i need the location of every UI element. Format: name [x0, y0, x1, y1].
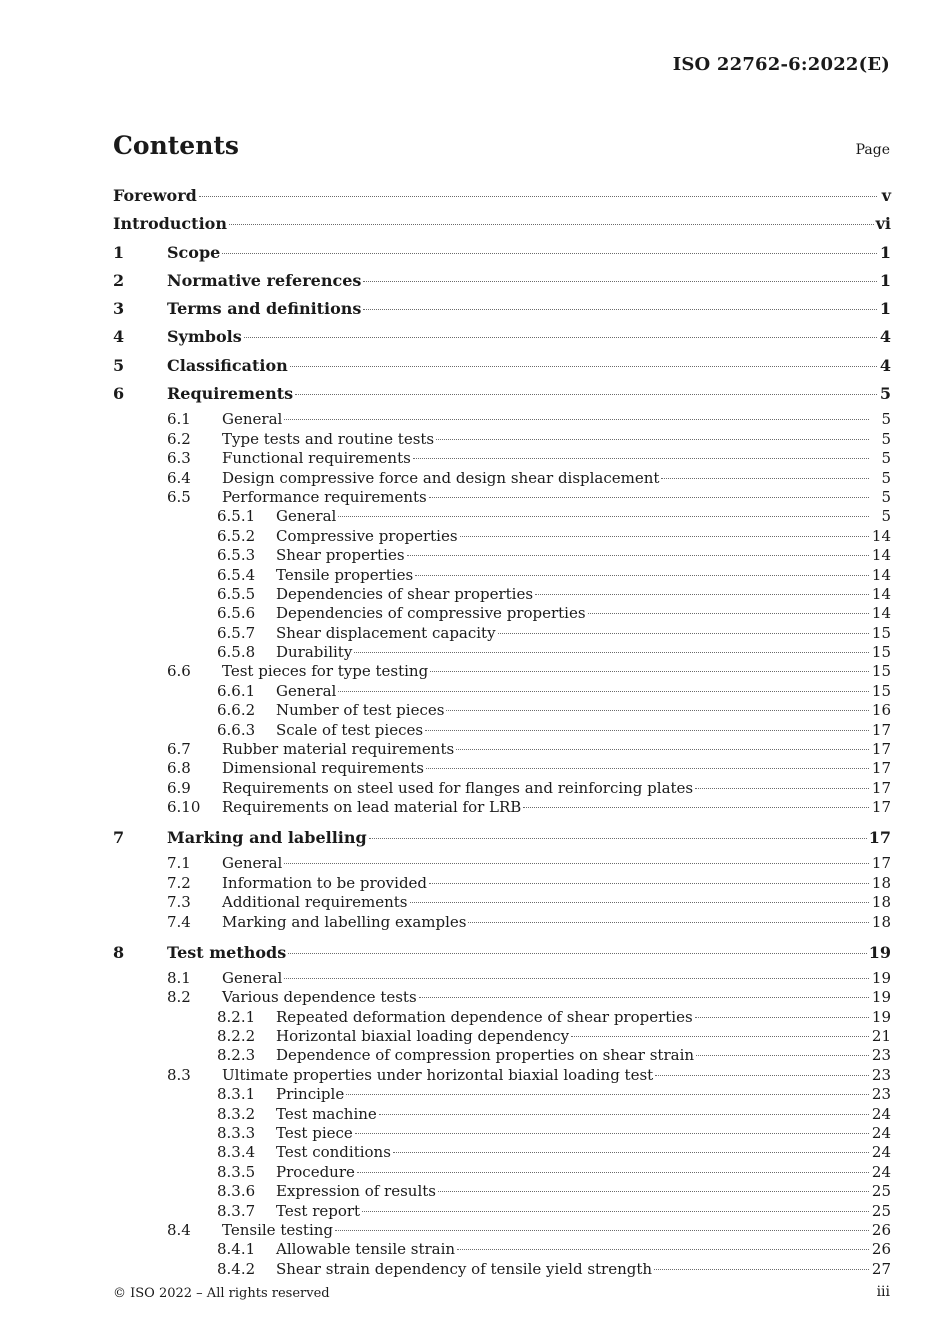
toc-entry-number: 8.3.7 [217, 1201, 256, 1220]
page-column-label: Page [855, 142, 890, 158]
toc-dot-leader [429, 870, 869, 884]
toc-dot-leader [229, 208, 874, 225]
toc-entry-title: Test piece [276, 1124, 353, 1143]
toc-entry-title: Marking and labelling examples [222, 912, 467, 931]
toc-entry-title: Marking and labelling [167, 828, 367, 848]
toc-entry-number: 6.5 [167, 487, 191, 506]
toc-entry-number: 8.3.2 [217, 1104, 256, 1123]
toc-dot-leader [425, 717, 869, 731]
toc-entry-number: 7.3 [167, 893, 191, 912]
toc-entry-number: 8.3.3 [217, 1124, 256, 1143]
toc-entry-page: 14 [871, 604, 891, 623]
toc-entry-number: 6.5.4 [217, 565, 256, 584]
toc-entry-title: Terms and definitions [167, 299, 362, 319]
toc-entry-page: 23 [871, 1065, 891, 1084]
toc-entry-number: 6.6.1 [217, 681, 256, 700]
toc-dot-leader [354, 639, 869, 653]
toc-dot-leader [426, 755, 869, 769]
toc-entry-number: 6.5.5 [217, 584, 256, 603]
toc-entry-page: 25 [871, 1201, 891, 1220]
toc-dot-leader [393, 1139, 869, 1153]
toc-entry-page: 5 [881, 507, 891, 526]
toc-entry-line [113, 184, 891, 208]
toc-entry-number: 6.2 [167, 429, 191, 448]
toc-entry-number: 6.5.7 [217, 623, 256, 642]
toc-entry-title: Ultimate properties under horizontal biaxial loading test [222, 1065, 654, 1084]
toc-entry-title: General [276, 507, 337, 526]
toc-entry-number: 8.3.6 [217, 1182, 256, 1201]
toc-entry-title: Dimensional requirements [222, 759, 424, 778]
toc-entry-page: 26 [871, 1240, 891, 1259]
toc-entry-page: 23 [871, 1046, 891, 1065]
toc-entry-title: General [222, 854, 283, 873]
toc-entry-page: vi [875, 214, 891, 234]
toc-entry-title: Additional requirements [222, 893, 408, 912]
toc-dot-leader [429, 484, 869, 498]
toc-entry-number: 6.7 [167, 740, 191, 759]
toc-entry-number: 8.3.4 [217, 1143, 256, 1162]
toc-entry-number: 8.3.1 [217, 1085, 256, 1104]
toc-entry-title: Various dependence tests [222, 988, 417, 1007]
toc-entry-title: Test methods [167, 942, 287, 962]
toc-entry-page: 5 [881, 429, 891, 448]
toc-entry-title: Test machine [276, 1104, 377, 1123]
toc-entry-page: 5 [881, 487, 891, 506]
toc-entry-title: Principle [276, 1085, 345, 1104]
toc-entry-title: Procedure [276, 1162, 355, 1181]
toc-entry-page: 25 [871, 1182, 891, 1201]
toc-dot-leader [407, 542, 869, 556]
toc-entry-title: Design compressive force and design shear displacement [222, 468, 660, 487]
toc-dot-leader [335, 1217, 869, 1231]
toc-entry-line [167, 382, 891, 406]
toc-entry-page: 4 [879, 327, 891, 347]
toc-entry-page: 19 [871, 988, 891, 1007]
toc-entry-title: Horizontal biaxial loading dependency [276, 1027, 570, 1046]
toc-entry-title: Shear properties [276, 546, 405, 565]
toc-entry-title: Repeated deformation dependence of shear properties [276, 1007, 693, 1026]
toc-entry-number: 8.4 [167, 1221, 191, 1239]
toc-entry-number: 6.5.6 [217, 604, 256, 623]
toc-entry-title: Number of test pieces [276, 701, 445, 720]
toc-entry-number: 6.6 [167, 662, 191, 681]
toc-dot-leader [695, 1004, 869, 1018]
toc-dot-leader [363, 293, 877, 310]
toc-entry-page: 16 [871, 701, 891, 720]
toc-entry-title: Requirements [167, 384, 294, 404]
toc-entry-page: 1 [879, 299, 891, 319]
toc-dot-leader [415, 562, 869, 576]
toc-dot-leader [655, 1062, 869, 1076]
toc-dot-leader [438, 1178, 869, 1192]
toc-dot-leader [498, 620, 869, 634]
toc-entry-title: Tensile properties [276, 565, 414, 584]
toc-entry-title: General [276, 681, 337, 700]
toc-entry-page: 26 [871, 1221, 891, 1239]
toc-entry-title: Normative references [167, 270, 362, 290]
toc-entry-page: 14 [871, 565, 891, 584]
toc-entry-title: General [222, 968, 283, 987]
toc-entry-page: 18 [871, 893, 891, 912]
toc-entry-line [167, 269, 891, 293]
toc-entry-title: Scope [167, 242, 221, 262]
toc-entry-title: Information to be provided [222, 873, 428, 892]
toc-entry-page: 17 [871, 854, 891, 873]
table-of-contents [113, 184, 891, 1279]
toc-entry-number: 8.2.1 [217, 1007, 256, 1026]
contents-title: Contents [113, 131, 240, 160]
toc-entry[interactable] [113, 798, 891, 817]
toc-dot-leader [199, 180, 877, 197]
toc-entry-page: 19 [871, 968, 891, 987]
toc-entry-number: 8.1 [167, 968, 191, 987]
toc-entry-page: 17 [868, 828, 891, 848]
toc-entry-page: 17 [871, 759, 891, 778]
toc-entry-page: 17 [871, 720, 891, 739]
toc-entry-title: Test conditions [276, 1143, 391, 1162]
toc-entry-number: 6.5.2 [217, 526, 256, 545]
toc-entry[interactable] [113, 1260, 891, 1279]
toc-entry-line [113, 212, 891, 236]
toc-dot-leader [654, 1256, 869, 1270]
toc-entry-page: 24 [871, 1124, 891, 1143]
toc-dot-leader [535, 581, 869, 595]
toc-entry-number: 6 [113, 384, 125, 404]
toc-entry-title: Durability [276, 643, 353, 662]
toc-entry-number: 3 [113, 299, 125, 319]
toc-entry-title: Classification [167, 355, 288, 375]
toc-dot-leader [379, 1101, 869, 1115]
toc-entry-page: 15 [871, 623, 891, 642]
toc-entry-number: 8.2.3 [217, 1046, 256, 1065]
footer-copyright: © ISO 2022 – All rights reserved [113, 1286, 330, 1301]
toc-entry-number: 6.5.1 [217, 507, 256, 526]
toc-entry-number: 6.1 [167, 410, 191, 429]
toc-entry-page: 18 [871, 873, 891, 892]
toc-dot-leader [661, 465, 869, 479]
toc-dot-leader [430, 658, 869, 672]
toc-entry-title: Dependencies of shear properties [276, 584, 534, 603]
toc-dot-leader [436, 426, 869, 440]
toc-entry-title: Introduction [113, 214, 227, 234]
toc-entry-number: 8.2.2 [217, 1027, 256, 1046]
toc-dot-leader [357, 1159, 869, 1173]
toc-entry-line [167, 941, 891, 965]
toc-entry-number: 8.4.2 [217, 1259, 256, 1278]
toc-dot-leader [695, 775, 869, 789]
toc-entry-number: 8.3 [167, 1065, 191, 1084]
toc-entry-number: 5 [113, 355, 125, 375]
toc-entry-line [167, 297, 891, 321]
toc-dot-leader [346, 1081, 869, 1095]
toc-entry-page: 17 [871, 798, 891, 817]
toc-entry-page: 5 [881, 410, 891, 429]
toc-entry-page: 27 [871, 1259, 891, 1278]
toc-entry-number: 7.4 [167, 912, 191, 931]
toc-entry-page: 5 [879, 384, 891, 404]
toc-entry-page: 4 [879, 355, 891, 375]
toc-dot-leader [290, 350, 877, 367]
toc-entry-number: 6.4 [167, 468, 191, 487]
toc-entry-title: Expression of results [276, 1182, 436, 1201]
toc-entry-number: 6.6.2 [217, 701, 256, 720]
toc-entry-page: 1 [879, 270, 891, 290]
toc-entry-page: 15 [871, 662, 891, 681]
toc-entry-number: 6.5.8 [217, 643, 256, 662]
toc-entry-page: 14 [871, 584, 891, 603]
toc-entry-title: Foreword [113, 186, 197, 205]
toc-dot-leader [284, 406, 869, 420]
toc-entry-title: Shear displacement capacity [276, 623, 496, 642]
toc-entry-number: 7.2 [167, 873, 191, 892]
toc-entry-number: 4 [113, 327, 125, 347]
toc-entry-title: Dependence of compression properties on shear strain [276, 1046, 695, 1065]
toc-entry-number: 1 [113, 242, 125, 262]
toc-entry-page: 17 [871, 740, 891, 759]
toc-entry-page: 1 [879, 242, 891, 262]
toc-entry-title: Symbols [167, 327, 242, 347]
toc-dot-leader [355, 1120, 869, 1134]
footer-page-number: iii [876, 1284, 890, 1300]
document-id: ISO 22762-6:2022(E) [672, 54, 890, 75]
toc-entry-number: 7 [113, 828, 125, 848]
toc-dot-leader [338, 503, 869, 517]
toc-dot-leader [588, 600, 869, 614]
toc-entry-number: 6.10 [167, 798, 201, 817]
toc-entry-line [167, 325, 891, 349]
toc-entry-title: Rubber material requirements [222, 740, 455, 759]
toc-entry-line [222, 913, 891, 932]
toc-entry-page: 21 [871, 1027, 891, 1046]
toc-entry-number: 8 [113, 942, 125, 962]
toc-entry-page: 24 [871, 1143, 891, 1162]
toc-dot-leader [284, 850, 869, 864]
toc-entry-page: 5 [881, 468, 891, 487]
toc-entry-title: Allowable tensile strain [276, 1240, 456, 1259]
toc-entry-number: 8.3.5 [217, 1162, 256, 1181]
toc-entry-line [167, 354, 891, 378]
toc-entry-number: 6.6.3 [217, 720, 256, 739]
toc-entry-title: Compressive properties [276, 526, 458, 545]
toc-dot-leader [413, 445, 869, 459]
toc-entry-number: 7.1 [167, 854, 191, 873]
toc-dot-leader [369, 822, 867, 839]
toc-entry-page: 18 [871, 912, 891, 931]
toc-entry-title: General [222, 410, 283, 429]
toc-entry-line [167, 241, 891, 265]
toc-dot-leader [457, 1236, 869, 1250]
toc-entry-page: 14 [871, 526, 891, 545]
toc-dot-leader [410, 889, 869, 903]
toc-entry-number: 2 [113, 270, 125, 290]
toc-dot-leader [284, 965, 869, 979]
toc-entry-page: 19 [868, 942, 891, 962]
toc-dot-leader [523, 794, 869, 808]
toc-dot-leader [460, 523, 869, 537]
toc-entry-title: Tensile testing [222, 1221, 334, 1239]
toc-entry-page: 5 [881, 449, 891, 468]
toc-dot-leader [468, 909, 869, 923]
toc-dot-leader [696, 1042, 869, 1056]
toc-dot-leader [456, 736, 869, 750]
toc-entry-number: 8.4.1 [217, 1240, 256, 1259]
toc-entry-title: Requirements on lead material for LRB [222, 798, 522, 817]
toc-dot-leader [419, 984, 869, 998]
toc-entry-title: Type tests and routine tests [222, 429, 435, 448]
toc-entry-page: 24 [871, 1104, 891, 1123]
toc-dot-leader [338, 678, 869, 692]
toc-dot-leader [362, 1198, 869, 1212]
toc-entry-page: 15 [871, 643, 891, 662]
toc-dot-leader [363, 265, 877, 282]
toc-dot-leader [446, 697, 869, 711]
toc-entry-page: 15 [871, 681, 891, 700]
toc-entry-title: Performance requirements [222, 487, 427, 506]
toc-entry[interactable] [113, 913, 891, 932]
toc-dot-leader [571, 1023, 869, 1037]
toc-dot-leader [295, 378, 877, 395]
toc-entry-number: 8.2 [167, 988, 191, 1007]
toc-entry-title: Functional requirements [222, 449, 411, 468]
toc-entry-number: 6.9 [167, 778, 191, 797]
toc-entry-title: Dependencies of compressive properties [276, 604, 586, 623]
toc-entry-line [222, 798, 891, 817]
toc-entry-page: 24 [871, 1162, 891, 1181]
toc-entry-page: 23 [871, 1085, 891, 1104]
toc-entry-title: Test pieces for type testing [222, 662, 429, 681]
toc-entry-line [167, 826, 891, 850]
toc-entry-title: Requirements on steel used for flanges and reinforcing plates [222, 778, 694, 797]
toc-dot-leader [244, 321, 877, 338]
toc-entry-title: Test report [276, 1201, 361, 1220]
toc-entry-number: 6.8 [167, 759, 191, 778]
toc-entry-number: 6.5.3 [217, 546, 256, 565]
toc-dot-leader [288, 937, 867, 954]
toc-dot-leader [222, 237, 877, 254]
toc-entry-title: Shear strain dependency of tensile yield strength [276, 1259, 653, 1278]
toc-entry-line [276, 1260, 891, 1279]
toc-entry-number: 6.3 [167, 449, 191, 468]
toc-entry-page: v [881, 186, 891, 205]
toc-entry-page: 17 [871, 778, 891, 797]
toc-entry-page: 14 [871, 546, 891, 565]
toc-entry-title: Scale of test pieces [276, 720, 424, 739]
toc-entry-page: 19 [871, 1007, 891, 1026]
